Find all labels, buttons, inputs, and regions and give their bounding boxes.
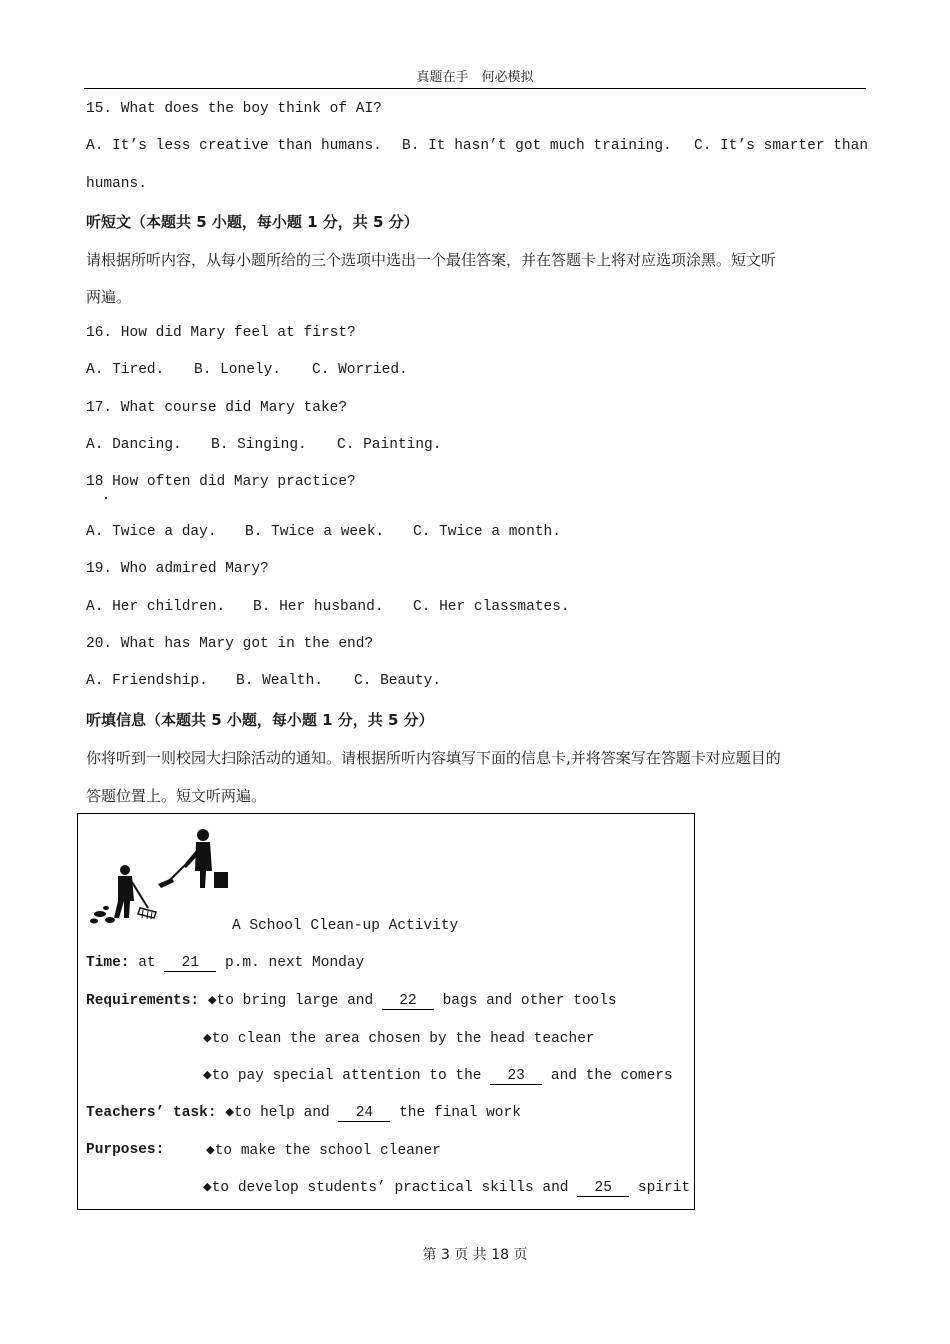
q19-option-a: A. Her children. <box>86 599 226 615</box>
blank-24: 24 <box>338 1106 390 1122</box>
q20-question: 20. What has Mary got in the end? <box>86 636 374 652</box>
time-post: p.m. next Monday <box>225 955 365 971</box>
section-info-instruction-line1: 你将听到一则校园大扫除活动的通知。请根据所听内容填写下面的信息卡,并将答案写在答题卡对应题目的 <box>86 749 781 767</box>
q19-option-b: B. Her husband. <box>253 599 384 615</box>
purpose-1: ◆to make the school cleaner <box>206 1143 441 1159</box>
section-heading-short-passage: 听短文（本题共 5 小题，每小题 1 分，共 5 分） <box>86 213 419 231</box>
q16-option-c: C. Worried. <box>312 362 408 378</box>
stray-dot <box>105 497 107 499</box>
header-divider <box>84 88 866 89</box>
q15-question: 15. What does the boy think of AI? <box>86 101 382 117</box>
teachers-task-pre: ◆to help and <box>225 1105 330 1121</box>
purpose-2-row <box>203 1179 690 1197</box>
q17-option-c: C. Painting. <box>337 437 442 453</box>
q15-option-c: C. It’s smarter than <box>694 138 869 154</box>
q19-question: 19. Who admired Mary? <box>86 561 269 577</box>
q16-question: 16. How did Mary feel at first? <box>86 325 356 341</box>
q18-option-c: C. Twice a month. <box>413 524 561 540</box>
q19-option-c: C. Her classmates. <box>413 599 570 615</box>
requirement-3-post: and the comers <box>550 1068 673 1084</box>
section-info-instruction-line2: 答题位置上。短文听两遍。 <box>86 787 267 805</box>
q18-question: 18 How often did Mary practice? <box>86 474 356 490</box>
section-instruction-line1: 请根据所听内容，从每小题所给的三个选项中选出一个最佳答案，并在答题卡上将对应选项涂黑。短文听 <box>86 251 777 269</box>
q15-option-a: A. It’s less creative than humans. <box>86 138 382 154</box>
purpose-2-pre: ◆to develop students’ practical skills and <box>203 1180 569 1196</box>
teachers-task-post: the final work <box>399 1105 521 1121</box>
requirement-1-post: bags and other tools <box>442 993 617 1009</box>
requirement-1-pre: ◆to bring large and <box>207 993 374 1009</box>
page-header-title: 真题在手 何必模拟 <box>416 70 534 85</box>
blank-25: 25 <box>577 1181 629 1197</box>
requirements-row-1 <box>86 992 617 1010</box>
q15-option-c-continued: humans. <box>86 176 147 192</box>
info-card <box>77 813 695 1210</box>
section-heading-info: 听填信息（本题共 5 小题，每小题 1 分，共 5 分） <box>86 711 434 729</box>
requirement-2: ◆to clean the area chosen by the head teacher <box>203 1031 595 1047</box>
q18-option-b: B. Twice a week. <box>245 524 385 540</box>
teachers-task-row <box>86 1104 521 1122</box>
q18-option-a: A. Twice a day. <box>86 524 217 540</box>
q16-option-a: A. Tired. <box>86 362 165 378</box>
purposes-label: Purposes: <box>86 1142 165 1158</box>
q17-option-a: A. Dancing. <box>86 437 182 453</box>
q20-option-a: A. Friendship. <box>86 673 208 689</box>
purpose-2-post: spirit <box>637 1180 691 1196</box>
requirements-label: Requirements: <box>86 993 200 1009</box>
requirement-3-row <box>203 1067 673 1085</box>
q20-option-c: C. Beauty. <box>354 673 442 689</box>
blank-21: 21 <box>164 956 216 972</box>
info-card-title: A School Clean-up Activity <box>232 918 459 934</box>
q17-question: 17. What course did Mary take? <box>86 400 348 416</box>
time-label: Time: <box>86 955 130 971</box>
teachers-task-label: Teachers’ task: <box>86 1105 217 1121</box>
cleaning-people-illustration <box>88 826 238 926</box>
requirement-3-pre: ◆to pay special attention to the <box>203 1068 482 1084</box>
q20-option-b: B. Wealth. <box>236 673 324 689</box>
blank-22: 22 <box>382 994 434 1010</box>
blank-23: 23 <box>490 1069 542 1085</box>
q16-option-b: B. Lonely. <box>194 362 282 378</box>
q15-option-b: B. It hasn’t got much training. <box>402 138 672 154</box>
time-pre: at <box>138 955 156 971</box>
section-instruction-line2: 两遍。 <box>86 288 132 306</box>
time-row <box>86 955 364 972</box>
page-number-footer: 第 3 页 共 18 页 <box>422 1247 528 1263</box>
q17-option-b: B. Singing. <box>211 437 307 453</box>
